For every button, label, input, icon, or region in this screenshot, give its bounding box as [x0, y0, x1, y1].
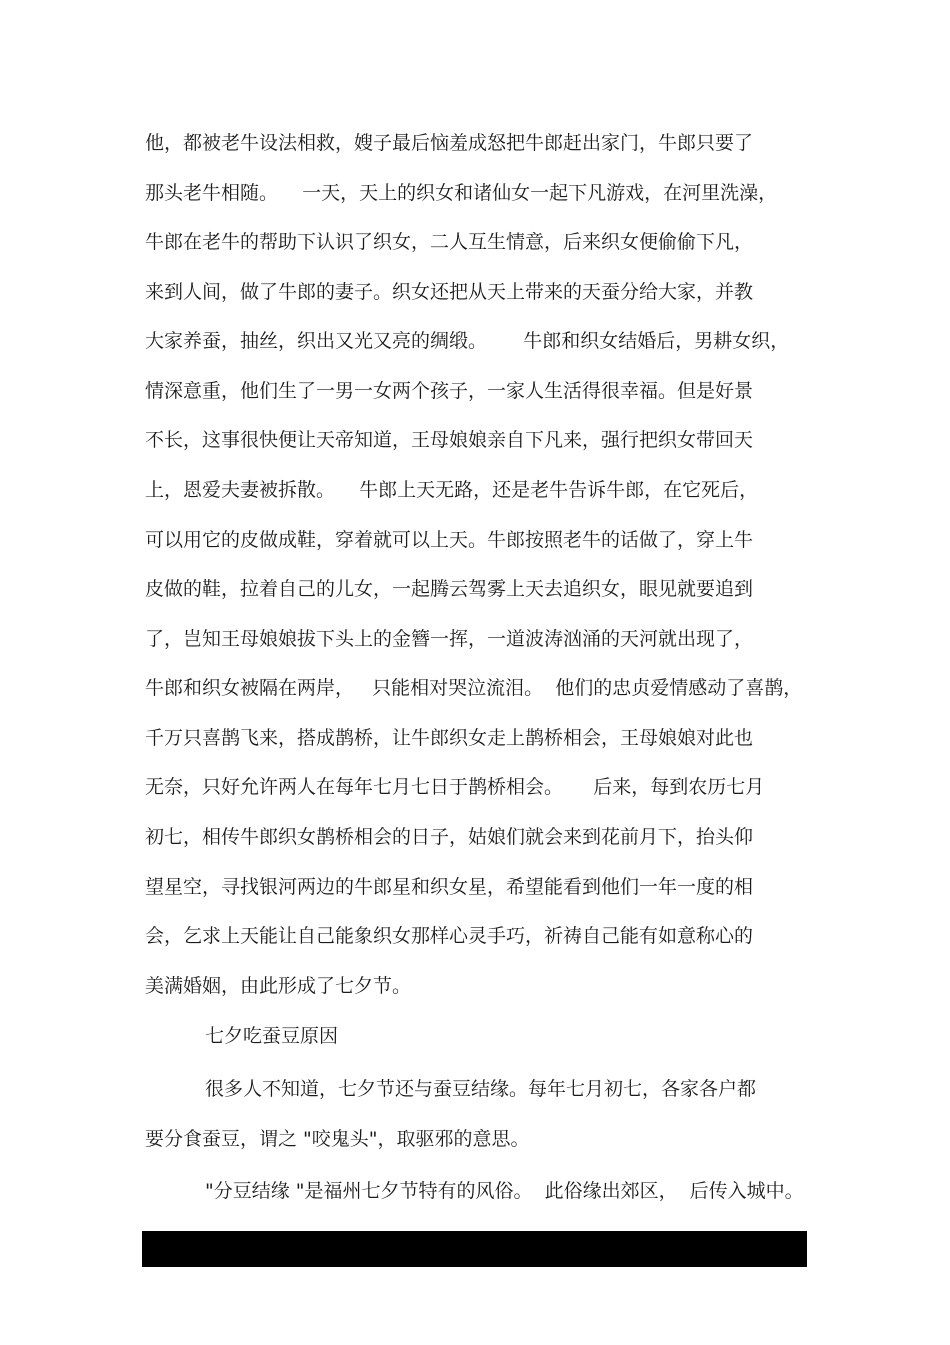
story-line-15: 初七，相传牛郎织女鹊桥相会的日子，姑娘们就会来到花前月下，抬头仰: [145, 826, 754, 848]
story-line-7: 不长，这事很快便让天帝知道，王母娘娘亲自下凡来，强行把织女带回天: [145, 429, 754, 451]
story-line-3: 牛郎在老牛的帮助下认识了织女，二人互生情意，后来织女便偷偷下凡，: [145, 231, 754, 253]
story-line-1: 他，都被老牛设法相救，嫂子最后恼羞成怒把牛郎赶出家门，牛郎只要了: [145, 132, 754, 154]
story-line-2: 那头老牛相随。 一天，天上的织女和诸仙女一起下凡游戏，在河里洗澡，: [145, 182, 778, 204]
story-line-8: 上，恩爱夫妻被拆散。 牛郎上天无路，还是老牛告诉牛郎，在它死后，: [145, 479, 759, 501]
paragraph-2-line-1: "分豆结缘 "是福州七夕节特有的风俗。 此俗缘出郊区， 后传入城中。: [205, 1180, 804, 1202]
story-line-13: 千万只喜鹊飞来，搭成鹊桥，让牛郎织女走上鹊桥相会，王母娘娘对此也: [145, 727, 754, 749]
story-line-11: 了，岂知王母娘娘拔下头上的金簪一挥，一道波涛汹涌的天河就出现了，: [145, 628, 754, 650]
story-line-9: 可以用它的皮做成鞋，穿着就可以上天。牛郎按照老牛的话做了，穿上牛: [145, 529, 754, 551]
paragraph-1-line-2: 要分食蚕豆，谓之 "咬鬼头"，取驱邪的意思。: [145, 1128, 530, 1150]
paragraph-1-line-1: 很多人不知道，七夕节还与蚕豆结缘。每年七月初七，各家各户都: [205, 1078, 757, 1100]
section-heading: 七夕吃蚕豆原因: [205, 1025, 339, 1047]
story-line-17: 会，乞求上天能让自己能象织女那样心灵手巧，祈祷自己能有如意称心的: [145, 925, 754, 947]
story-line-12: 牛郎和织女被隔在两岸， 只能相对哭泣流泪。 他们的忠贞爱情感动了喜鹊，: [145, 677, 803, 699]
story-line-18: 美满婚姻，由此形成了七夕节。: [145, 975, 412, 997]
story-line-6: 情深意重，他们生了一男一女两个孩子，一家人生活得很幸福。但是好景: [145, 380, 754, 402]
story-line-5: 大家养蚕，抽丝，织出又光又亮的绸缎。 牛郎和织女结婚后，男耕女织，: [145, 330, 790, 352]
story-line-4: 来到人间，做了牛郎的妻子。织女还把从天上带来的天蚕分给大家，并教: [145, 281, 754, 303]
story-line-14: 无奈，只好允许两人在每年七月七日于鹊桥相会。 后来，每到农历七月: [145, 776, 765, 798]
story-line-16: 望星空，寻找银河两边的牛郎星和织女星，希望能看到他们一年一度的相: [145, 876, 754, 898]
redaction-bar: [142, 1231, 807, 1267]
story-line-10: 皮做的鞋，拉着自己的儿女，一起腾云驾雾上天去追织女，眼见就要追到: [145, 578, 754, 600]
